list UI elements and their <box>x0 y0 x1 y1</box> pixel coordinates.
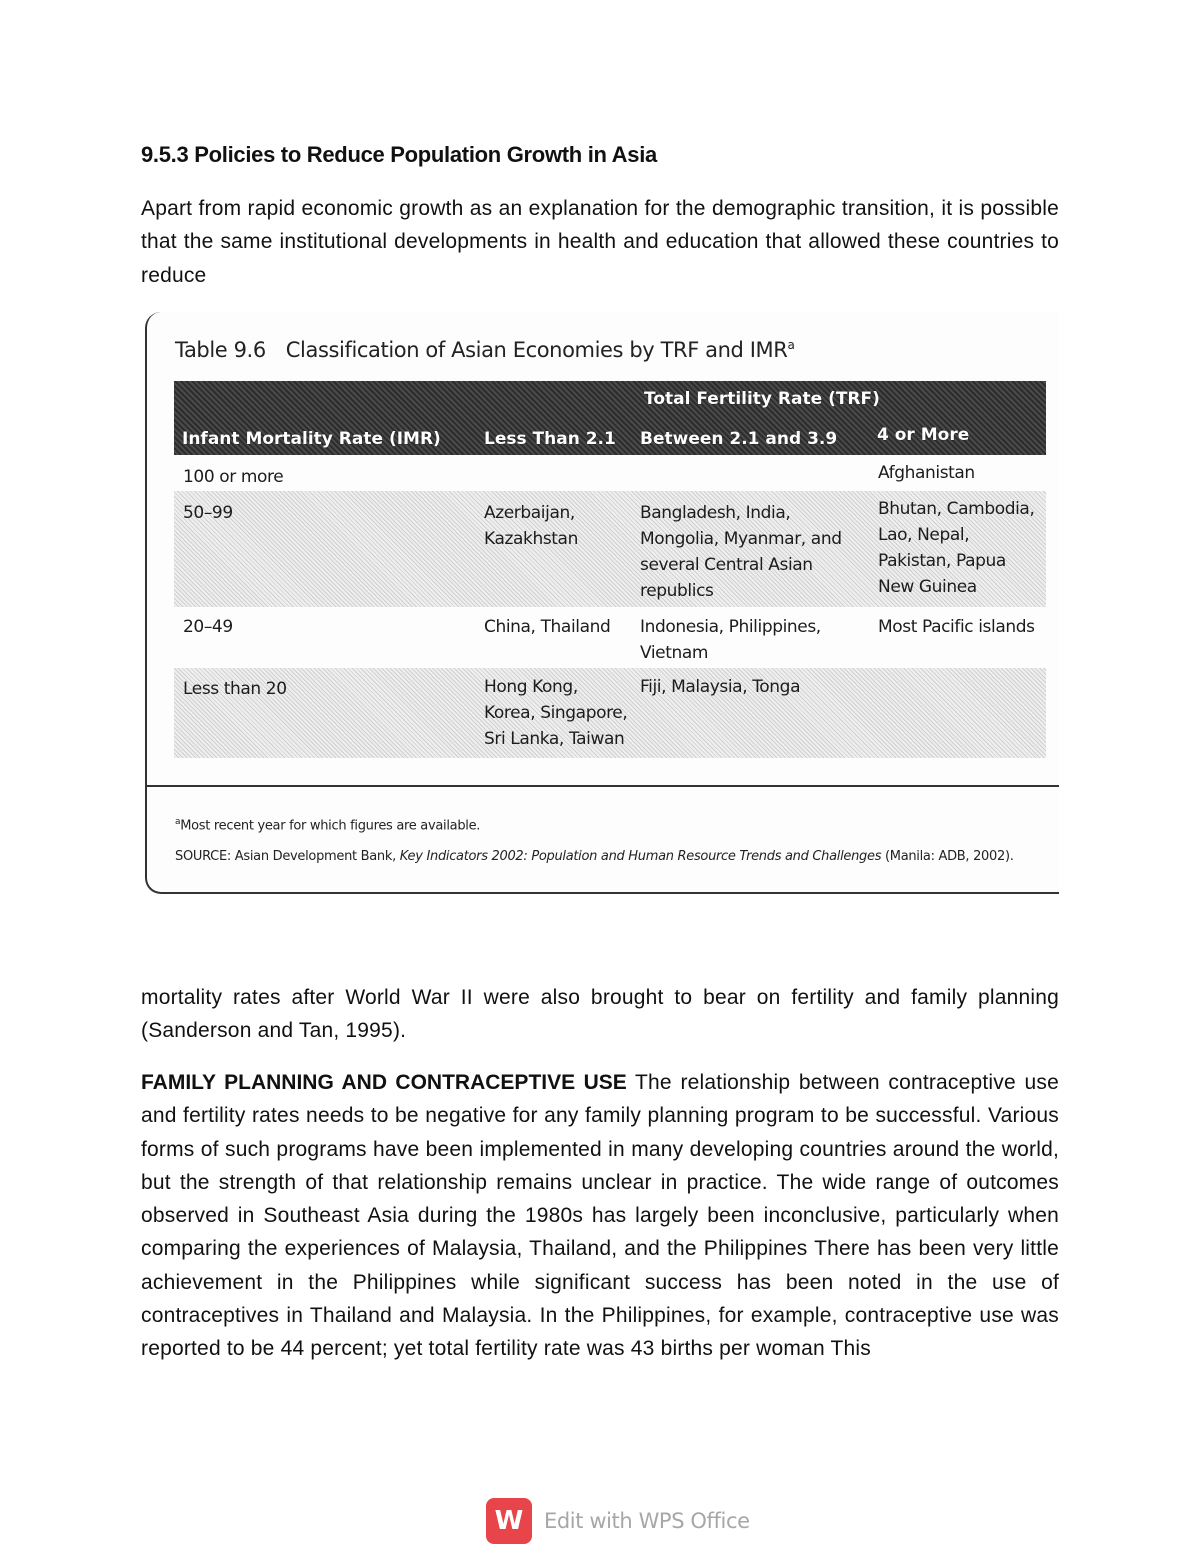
wps-logo-icon: W <box>486 1498 532 1544</box>
table-header <box>174 381 1046 455</box>
scanned-table <box>145 312 1059 894</box>
header-imr: Infant Mortality Rate (IMR) <box>182 429 441 449</box>
row-20-49-c1: China, Thailand <box>484 617 611 637</box>
family-planning-lead: FAMILY PLANNING AND CONTRACEPTIVE USE <box>141 1071 627 1094</box>
paragraph-intro: Apart from rapid economic growth as an explanation for the demographic transition, it is possible that the same institutional developments in health and education that allowed these countries to reduce <box>141 197 1059 287</box>
wps-edit-text: Edit with WPS Office <box>544 1509 750 1533</box>
table-title-footnote-mark: a <box>787 338 795 352</box>
table-title <box>175 338 794 362</box>
row-20-49-imr: 20–49 <box>183 617 233 637</box>
header-col-between-2-1-3-9: Between 2.1 and 3.9 <box>640 429 838 449</box>
table-number: Table 9.6 <box>175 338 266 362</box>
row-50-99-c3: Bhutan, Cambodia, Lao, Nepal, Pakistan, Papua New Guinea <box>878 499 1035 597</box>
row-lt20-imr: Less than 20 <box>183 679 287 699</box>
source-suffix: (Manila: ADB, 2002). <box>881 849 1014 864</box>
table-source <box>175 849 1014 864</box>
table-bottom-rule <box>147 785 1059 787</box>
row-50-99-imr: 50–99 <box>183 503 233 523</box>
paragraph-family-planning <box>141 1066 1059 1366</box>
row-lt20-c1: Hong Kong, Korea, Singapore, Sri Lanka, Taiwan <box>484 677 628 749</box>
row-20-49-c3: Most Pacific islands <box>878 617 1035 637</box>
row-lt20-c2: Fiji, Malaysia, Tonga <box>640 677 801 697</box>
source-title: Key Indicators 2002: Population and Human Resource Trends and Challenges <box>399 849 882 864</box>
table-footnote: $^a$Most recent year for which figures are available. <box>175 817 481 834</box>
section-heading: 9.5.3 Policies to Reduce Population Growth in Asia <box>141 142 657 167</box>
row-20-49-c2: Indonesia, Philippines, Vietnam <box>640 617 821 663</box>
paragraph-mortality: mortality rates after World War II were also brought to bear on fertility and family planning (Sanderson and Tan, 1995). <box>141 986 1059 1043</box>
table-title-text: Classification of Asian Economies by TRF and IMR <box>285 338 788 362</box>
row-50-99-c1: Azerbaijan, Kazakhstan <box>484 503 578 549</box>
row-100-c3: Afghanistan <box>878 463 975 483</box>
wps-edit-badge[interactable] <box>486 1497 750 1545</box>
header-trf-group: Total Fertility Rate (TRF) <box>644 389 880 409</box>
source-prefix: SOURCE: Asian Development Bank, <box>175 849 400 864</box>
footnote-mark: a <box>175 817 181 827</box>
header-col-less-than-2-1: Less Than 2.1 <box>484 429 616 449</box>
header-col-4-or-more: 4 or More <box>877 425 970 445</box>
row-50-99-c2: Bangladesh, India, Mongolia, Myanmar, and several Central Asian republics <box>640 503 842 601</box>
row-100-imr: 100 or more <box>183 467 284 487</box>
family-planning-body: The relationship between contraceptive use and fertility rates needs to be negative for any family planning program to be successful. Various forms of such programs have been implemented in many developing countries around the world, but the strength of that relationship remains unclear in practice. The wide range of outcomes observed in Southeast Asia during the 1980s has largely been inconclusive, particularly when comparing the experiences of Malaysia, Thailand, and the Philippines There has been very little achievement in the Philippines while significant success has been noted in the use of contraceptives in Thailand and Malaysia. In the Philippines, for example, contraceptive use was reported to be 44 percent; yet total fertility rate was 43 births per woman This <box>141 1071 1059 1361</box>
